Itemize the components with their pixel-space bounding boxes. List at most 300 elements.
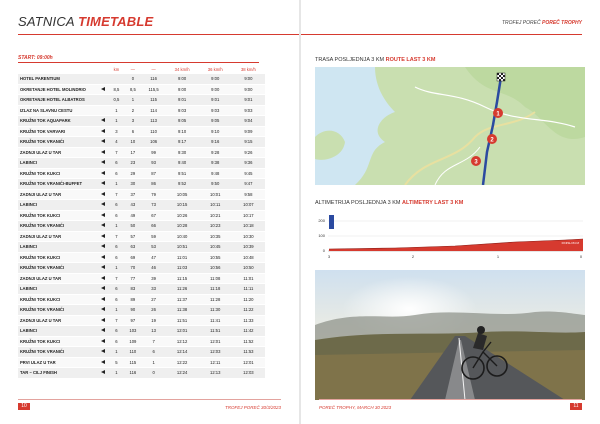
remaining-km: 46 [142, 263, 166, 274]
title-rule [18, 34, 299, 35]
remaining-km: 33 [142, 284, 166, 295]
waypoint-name: KRUŽNI TOK KUKCI [18, 294, 97, 305]
direction-cell [97, 294, 109, 305]
column-header: — [130, 66, 135, 72]
y-tick-100: 100 [318, 233, 325, 238]
route-map [315, 67, 585, 185]
table-header [18, 64, 265, 74]
cumulative-km: 30 [124, 179, 142, 190]
remaining-km: 53 [142, 242, 166, 253]
waypoint-name: LABINCI [18, 326, 97, 337]
start-marker [329, 215, 334, 229]
waypoint-name: LABINCI [18, 284, 97, 295]
time-38: 9:09 [232, 126, 265, 137]
table-row [18, 284, 265, 295]
time-36: 10:35 [199, 231, 232, 242]
turn-arrow-icon [101, 139, 105, 143]
left-page [0, 0, 299, 424]
segment-km: 1 [109, 179, 124, 190]
map-title-primary: TRASA POSLJEDNJA 3 KM [315, 57, 385, 63]
direction-cell [97, 74, 109, 84]
cumulative-km: 49 [124, 210, 142, 221]
waypoint-name: ZADNJI ULAZ U TAR [18, 315, 97, 326]
right-page [301, 0, 600, 424]
table-row [18, 179, 265, 190]
time-38: 10:07 [232, 200, 265, 211]
time-34: 9:17 [166, 137, 199, 148]
time-36: 9:01 [199, 95, 232, 106]
segment-km: 6 [109, 158, 124, 169]
cumulative-km: 2 [124, 105, 142, 116]
direction-cell [97, 137, 109, 148]
time-34: 10:26 [166, 210, 199, 221]
time-34: 9:01 [166, 95, 199, 106]
direction-cell [97, 179, 109, 190]
altimetry-graphic [315, 213, 585, 263]
waypoint-name: PRVI ULAZ U TAR [18, 357, 97, 368]
time-38: 11:42 [232, 326, 265, 337]
direction-cell [97, 263, 109, 274]
cumulative-km: 63 [124, 242, 142, 253]
km-marker-2 [487, 134, 497, 144]
turn-arrow-icon [101, 150, 105, 154]
remaining-km: 13 [142, 326, 166, 337]
direction-cell [97, 126, 109, 137]
km-marker-3-label: 3 [474, 159, 478, 166]
direction-cell [97, 200, 109, 211]
title-secondary: TIMETABLE [78, 14, 154, 29]
table-row [18, 116, 265, 127]
table-row [18, 294, 265, 305]
time-38: 11:01 [232, 273, 265, 284]
direction-cell [97, 242, 109, 253]
waypoint-name: LABINCI [18, 158, 97, 169]
remaining-km: 73 [142, 200, 166, 211]
remaining-km: 114 [142, 105, 166, 116]
time-38: 9:36 [232, 158, 265, 169]
table-row [18, 147, 265, 158]
time-34: 12:01 [166, 326, 199, 337]
cumulative-km: 103 [124, 326, 142, 337]
time-36: 9:05 [199, 116, 232, 127]
column-header: 36 km/h [207, 66, 223, 72]
segment-km: 6 [109, 294, 124, 305]
table-row [18, 368, 265, 379]
footer-rule [18, 399, 281, 400]
footer-text: TROFEJ POREČ 30/3/2023 [224, 405, 281, 410]
remaining-km: 86 [142, 179, 166, 190]
segment-km: 0,5 [109, 95, 124, 106]
time-34: 9:51 [166, 168, 199, 179]
column-header [97, 64, 109, 74]
direction-cell [97, 305, 109, 316]
segment-km: 8,5 [109, 84, 124, 95]
time-38: 11:52 [232, 336, 265, 347]
segment-km: 1 [109, 116, 124, 127]
time-36: 9:28 [199, 147, 232, 158]
x-tick-0: 0 [579, 254, 583, 259]
direction-cell [97, 336, 109, 347]
x-tick-3: 3 [327, 254, 331, 259]
column-header: 38 km/h [240, 66, 256, 72]
start-time: START: 09:00h [18, 55, 53, 61]
time-34: 12:22 [166, 357, 199, 368]
cumulative-km: 90 [124, 305, 142, 316]
km-marker-1-label: 1 [496, 111, 500, 118]
remaining-km: 93 [142, 158, 166, 169]
turn-arrow-icon [101, 87, 105, 91]
waypoint-name: ZADNJI ULAZ U TAR [18, 231, 97, 242]
cumulative-km: 43 [124, 200, 142, 211]
time-38: 11:33 [232, 315, 265, 326]
table-row [18, 200, 265, 211]
turn-arrow-icon [101, 265, 105, 269]
table-row [18, 74, 265, 84]
waypoint-name: KRUŽNI TOK KUKCI [18, 336, 97, 347]
altimetry-chart [315, 213, 585, 263]
turn-arrow-icon [101, 307, 105, 311]
column-header [18, 64, 97, 74]
cumulative-km: 0 [124, 74, 142, 84]
time-36: 9:10 [199, 126, 232, 137]
time-36: 10:45 [199, 242, 232, 253]
title-primary: SATNICA [18, 14, 75, 29]
turn-arrow-icon [101, 255, 105, 259]
table-row [18, 242, 265, 253]
turn-arrow-icon [101, 234, 105, 238]
segment-km: 1 [109, 263, 124, 274]
direction-cell [97, 368, 109, 379]
cumulative-km: 8,5 [124, 84, 142, 95]
table-row [18, 221, 265, 232]
segment-km: 6 [109, 326, 124, 337]
waypoint-name: KRUŽNI TOK VRANIĆI [18, 305, 97, 316]
table-row [18, 189, 265, 200]
header-primary: TROFEJ POREČ [501, 20, 541, 26]
time-34: 10:05 [166, 189, 199, 200]
table-row [18, 168, 265, 179]
time-34: 11:51 [166, 315, 199, 326]
turn-arrow-icon [101, 202, 105, 206]
time-36: 12:13 [199, 368, 232, 379]
turn-arrow-icon [101, 171, 105, 175]
time-36: 9:38 [199, 158, 232, 169]
segment-km: 6 [109, 168, 124, 179]
turn-arrow-icon [101, 328, 105, 332]
y-tick-200: 200 [318, 218, 325, 223]
waypoint-name: KRUŽNI TOK KUKCI [18, 210, 97, 221]
km-marker-1 [493, 108, 503, 118]
time-34: 11:38 [166, 305, 199, 316]
cumulative-km: 57 [124, 231, 142, 242]
time-38: 11:53 [232, 347, 265, 358]
waypoint-name: KRUŽNI TOK KUKCI [18, 168, 97, 179]
time-34: 10:15 [166, 200, 199, 211]
remaining-km: 115 [142, 95, 166, 106]
finish-flag-icon [497, 73, 505, 81]
timetable [18, 64, 265, 379]
time-36: 9:00 [199, 84, 232, 95]
table-row [18, 95, 265, 106]
waypoint-name: LABINCI [18, 242, 97, 253]
waypoint-name: KRUŽNI TOK VRANIĆI-BUFFET [18, 179, 97, 190]
header-rule [301, 34, 582, 35]
time-34: 12:12 [166, 336, 199, 347]
cumulative-km: 37 [124, 189, 142, 200]
column-header: — [151, 66, 156, 72]
time-34: 11:37 [166, 294, 199, 305]
table-row [18, 263, 265, 274]
time-36: 11:51 [199, 326, 232, 337]
time-36: 10:56 [199, 263, 232, 274]
time-38: 12:03 [232, 368, 265, 379]
time-36: 11:18 [199, 284, 232, 295]
direction-cell [97, 315, 109, 326]
cyclist-photo [315, 270, 585, 400]
direction-cell [97, 105, 109, 116]
remaining-km: 26 [142, 305, 166, 316]
table-row [18, 326, 265, 337]
x-tick-2: 2 [411, 254, 415, 259]
turn-arrow-icon [101, 160, 105, 164]
direction-cell [97, 221, 109, 232]
cumulative-km: 29 [124, 168, 142, 179]
waypoint-name: KRUŽNI TOK VRANIĆI [18, 263, 97, 274]
cumulative-km: 1 [124, 95, 142, 106]
segment-km: 7 [109, 315, 124, 326]
cumulative-km: 97 [124, 315, 142, 326]
time-34: 9:03 [166, 105, 199, 116]
turn-arrow-icon [101, 276, 105, 280]
segment-km: 6 [109, 284, 124, 295]
cumulative-km: 115 [124, 357, 142, 368]
table-row [18, 347, 265, 358]
time-38: 9:47 [232, 179, 265, 190]
segment-km: 1 [109, 221, 124, 232]
table-row [18, 105, 265, 116]
segment-km: 7 [109, 231, 124, 242]
time-34: 11:26 [166, 284, 199, 295]
direction-cell [97, 84, 109, 95]
time-34: 9:52 [166, 179, 199, 190]
time-34: 9:30 [166, 147, 199, 158]
remaining-km: 106 [142, 137, 166, 148]
waypoint-name: HOTEL PARENTIUM [18, 74, 97, 84]
start-rule [18, 62, 259, 63]
cumulative-km: 109 [124, 336, 142, 347]
time-34: 9:10 [166, 126, 199, 137]
header-secondary: POREČ TROPHY [541, 20, 582, 26]
segment-km [109, 74, 124, 84]
cumulative-km: 110 [124, 347, 142, 358]
time-34: 9:05 [166, 116, 199, 127]
cumulative-km: 10 [124, 137, 142, 148]
direction-cell [97, 189, 109, 200]
table-body [18, 74, 265, 378]
time-38: 10:30 [232, 231, 265, 242]
turn-arrow-icon [101, 370, 105, 374]
map-title [315, 57, 435, 63]
footer-rule-right [319, 399, 582, 400]
remaining-km: 87 [142, 168, 166, 179]
direction-cell [97, 252, 109, 263]
time-38: 11:20 [232, 294, 265, 305]
time-36: 11:28 [199, 294, 232, 305]
segment-km: 5 [109, 357, 124, 368]
km-marker-3 [471, 156, 481, 166]
direction-cell [97, 95, 109, 106]
page-number-right: 11 [570, 403, 582, 410]
time-38: 9:45 [232, 168, 265, 179]
direction-cell [97, 147, 109, 158]
table-row [18, 252, 265, 263]
remaining-km: 79 [142, 189, 166, 200]
remaining-km: 115,5 [142, 84, 166, 95]
cumulative-km: 83 [124, 284, 142, 295]
time-38: 10:48 [232, 252, 265, 263]
waypoint-name: KRUŽNI TOK VARVARI [18, 126, 97, 137]
segment-km: 1 [109, 105, 124, 116]
km-marker-2-label: 2 [490, 137, 494, 144]
segment-km: 1 [109, 305, 124, 316]
time-38: 9:58 [232, 189, 265, 200]
waypoint-name: KRUŽNI TOK AQUAPARK [18, 116, 97, 127]
cumulative-km: 116 [124, 368, 142, 379]
direction-cell [97, 284, 109, 295]
alt-title-secondary: ALTIMETRY LAST 3 KM [402, 200, 464, 206]
time-34: 12:14 [166, 347, 199, 358]
turn-arrow-icon [101, 244, 105, 248]
segment-km: 1 [109, 368, 124, 379]
turn-arrow-icon [101, 318, 105, 322]
column-header: 34 km/h [174, 66, 190, 72]
cyclist-photo-graphic [315, 270, 585, 400]
remaining-km: 19 [142, 315, 166, 326]
time-36: 10:01 [199, 189, 232, 200]
cumulative-km: 69 [124, 252, 142, 263]
turn-arrow-icon [101, 192, 105, 196]
time-36: 9:16 [199, 137, 232, 148]
segment-km: 7 [109, 147, 124, 158]
time-34: 12:24 [166, 368, 199, 379]
table-row [18, 231, 265, 242]
remaining-km: 67 [142, 210, 166, 221]
time-36: 11:41 [199, 315, 232, 326]
time-34: 10:40 [166, 231, 199, 242]
page-title [18, 14, 153, 29]
time-38: 12:01 [232, 357, 265, 368]
time-34: 11:03 [166, 263, 199, 274]
remaining-km: 39 [142, 273, 166, 284]
time-38: 11:22 [232, 305, 265, 316]
segment-km: 3 [109, 126, 124, 137]
segment-km: 6 [109, 252, 124, 263]
time-36: 11:08 [199, 273, 232, 284]
remaining-km: 116 [142, 74, 166, 84]
time-36: 11:30 [199, 305, 232, 316]
time-38: 9:03 [232, 105, 265, 116]
table-row [18, 84, 265, 95]
turn-arrow-icon [101, 118, 105, 122]
segment-km: 1 [109, 347, 124, 358]
waypoint-name: TAR – CILJ FINISH [18, 368, 97, 379]
remaining-km: 59 [142, 231, 166, 242]
waypoint-name: KRUŽNI TOK VRANIĆI [18, 137, 97, 148]
cumulative-km: 77 [124, 273, 142, 284]
remaining-km: 7 [142, 336, 166, 347]
segment-km: 6 [109, 336, 124, 347]
running-header [502, 20, 582, 26]
time-36: 10:23 [199, 221, 232, 232]
turn-arrow-icon [101, 181, 105, 185]
time-36: 9:03 [199, 105, 232, 116]
table-row [18, 315, 265, 326]
table-row [18, 336, 265, 347]
waypoint-name: LABINCI [18, 200, 97, 211]
turn-arrow-icon [101, 223, 105, 227]
waypoint-name: ZADNJI ULAZ U TAR [18, 147, 97, 158]
segment-km: 6 [109, 200, 124, 211]
remaining-km: 27 [142, 294, 166, 305]
remaining-km: 66 [142, 221, 166, 232]
cumulative-km: 17 [124, 147, 142, 158]
time-36: 9:48 [199, 168, 232, 179]
finish-label: FINISH 84 M [561, 241, 579, 245]
direction-cell [97, 273, 109, 284]
time-34: 9:40 [166, 158, 199, 169]
time-38: 9:15 [232, 137, 265, 148]
time-38: 10:17 [232, 210, 265, 221]
cumulative-km: 89 [124, 294, 142, 305]
cumulative-km: 70 [124, 263, 142, 274]
turn-arrow-icon [101, 213, 105, 217]
waypoint-name: IZLAZ NA SLAVNU CESTU [18, 105, 97, 116]
table-row [18, 357, 265, 368]
page-number: 10 [18, 403, 30, 410]
table-row [18, 158, 265, 169]
alt-title-primary: ALTIMETRIJA POSLJEDNJA 3 KM [315, 200, 401, 206]
time-38: 11:11 [232, 284, 265, 295]
segment-km: 7 [109, 189, 124, 200]
waypoint-name: OKRETANJE HOTEL ALBATROS [18, 95, 97, 106]
table-row [18, 210, 265, 221]
direction-cell [97, 168, 109, 179]
turn-arrow-icon [101, 286, 105, 290]
segment-km: 4 [109, 137, 124, 148]
time-36: 9:50 [199, 179, 232, 190]
remaining-km: 6 [142, 347, 166, 358]
time-36: 10:55 [199, 252, 232, 263]
remaining-km: 47 [142, 252, 166, 263]
column-header: km [113, 66, 120, 72]
time-34: 11:15 [166, 273, 199, 284]
direction-cell [97, 210, 109, 221]
time-36: 12:11 [199, 357, 232, 368]
time-38: 9:00 [232, 74, 265, 84]
table-row [18, 126, 265, 137]
turn-arrow-icon [101, 360, 105, 364]
time-34: 10:51 [166, 242, 199, 253]
table-row [18, 305, 265, 316]
time-34: 10:28 [166, 221, 199, 232]
table-row [18, 137, 265, 148]
time-36: 10:11 [199, 200, 232, 211]
x-tick-1: 1 [496, 254, 500, 259]
time-36: 9:00 [199, 74, 232, 84]
time-38: 10:39 [232, 242, 265, 253]
direction-cell [97, 231, 109, 242]
segment-km: 6 [109, 242, 124, 253]
